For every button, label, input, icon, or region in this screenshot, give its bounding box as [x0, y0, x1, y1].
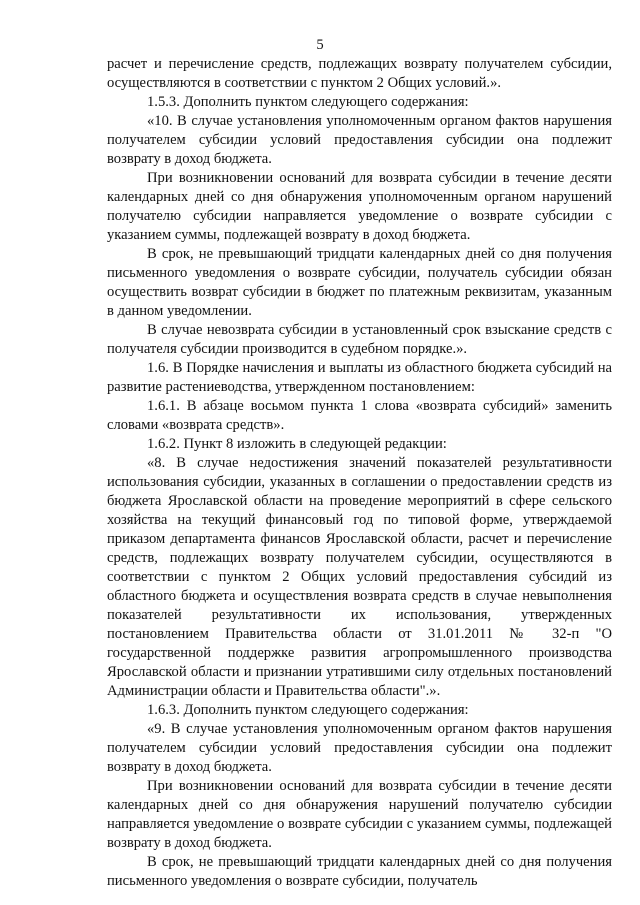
paragraph-notification-2: При возникновении оснований для возврата субсидии в течение десяти календарных дней со дня обнаружения нарушений получателю субсидии направляется уведомление о возврате субсидии с указанием суммы, подлежащей возврату в доход бюджета.	[107, 778, 612, 851]
paragraph-non-return: В случае невозврата субсидии в установленный срок взыскание средств с получателя субсидии производится в судебном порядке.».	[107, 322, 612, 357]
paragraph-item-1-6-2: 1.6.2. Пункт 8 изложить в следующей редакции:	[147, 436, 447, 452]
paragraph-return-deadline: В срок, не превышающий тридцати календарных дней со дня получения письменного уведомления о возврате субсидии, получатель субсидии обязан осуществить возврат субсидии в бюджет по платежным реквизитам, указанным в данном уведомлении.	[107, 246, 612, 319]
document-body	[107, 55, 612, 891]
paragraph-continuation: расчет и перечисление средств, подлежащих возврату получателем субсидии, осуществляются в соответствии с пунктом 2 Общих условий.».	[107, 56, 612, 91]
paragraph-item-1-6-3: 1.6.3. Дополнить пунктом следующего содержания:	[147, 702, 469, 718]
paragraph-clause-8: «8. В случае недостижения значений показателей результативности использования субсидии, указанных в соглашении о предоставлении средств из бюджета Ярославской области на проведение мероприятий в сфере сельского хозяйства на текущий финансовый год по типовой форме, утверждаемой приказом департамента финансов Ярославской области, расчет и перечисление средств, подлежащих возврату получателем субсидии, осуществляются в соответствии с пунктом 2 Общих условий предоставления субсидий из областного бюджета и осуществления возврата средств в случае невыполнения показателей результативности их использования, утвержденных постановлением Правительства области от 31.01.2011 № 32-п "О государственной поддержке развития агропромышленного производства Ярославской области и признании утратившими силу отдельных постановлений Администрации области и Правительства области".».	[107, 455, 612, 699]
paragraph-item-1-5-3: 1.5.3. Дополнить пунктом следующего содержания:	[147, 94, 469, 110]
page-number: 5	[316, 37, 324, 53]
paragraph-return-deadline-2: В срок, не превышающий тридцати календарных дней со дня получения письменного уведомления о возврате субсидии, получатель	[107, 854, 612, 889]
paragraph-notification: При возникновении оснований для возврата субсидии в течение десяти календарных дней со дня обнаружения уполномоченным органом нарушений получателю субсидии направляется уведомление о возврате субсидии с указанием суммы, подлежащей возврату в доход бюджета.	[107, 170, 612, 243]
paragraph-clause-10: «10. В случае установления уполномоченным органом фактов нарушения получателем субсидии условий предоставления субсидии она подлежит возврату в доход бюджета.	[107, 113, 612, 167]
paragraph-item-1-6-1: 1.6.1. В абзаце восьмом пункта 1 слова «возврата субсидий» заменить словами «возврата средств».	[107, 398, 612, 433]
paragraph-item-1-6: 1.6. В Порядке начисления и выплаты из областного бюджета субсидий на развитие растениеводства, утвержденном постановлением:	[107, 360, 612, 395]
paragraph-clause-9: «9. В случае установления уполномоченным органом фактов нарушения получателем субсидии условий предоставления субсидии она подлежит возврату в доход бюджета.	[107, 721, 612, 775]
